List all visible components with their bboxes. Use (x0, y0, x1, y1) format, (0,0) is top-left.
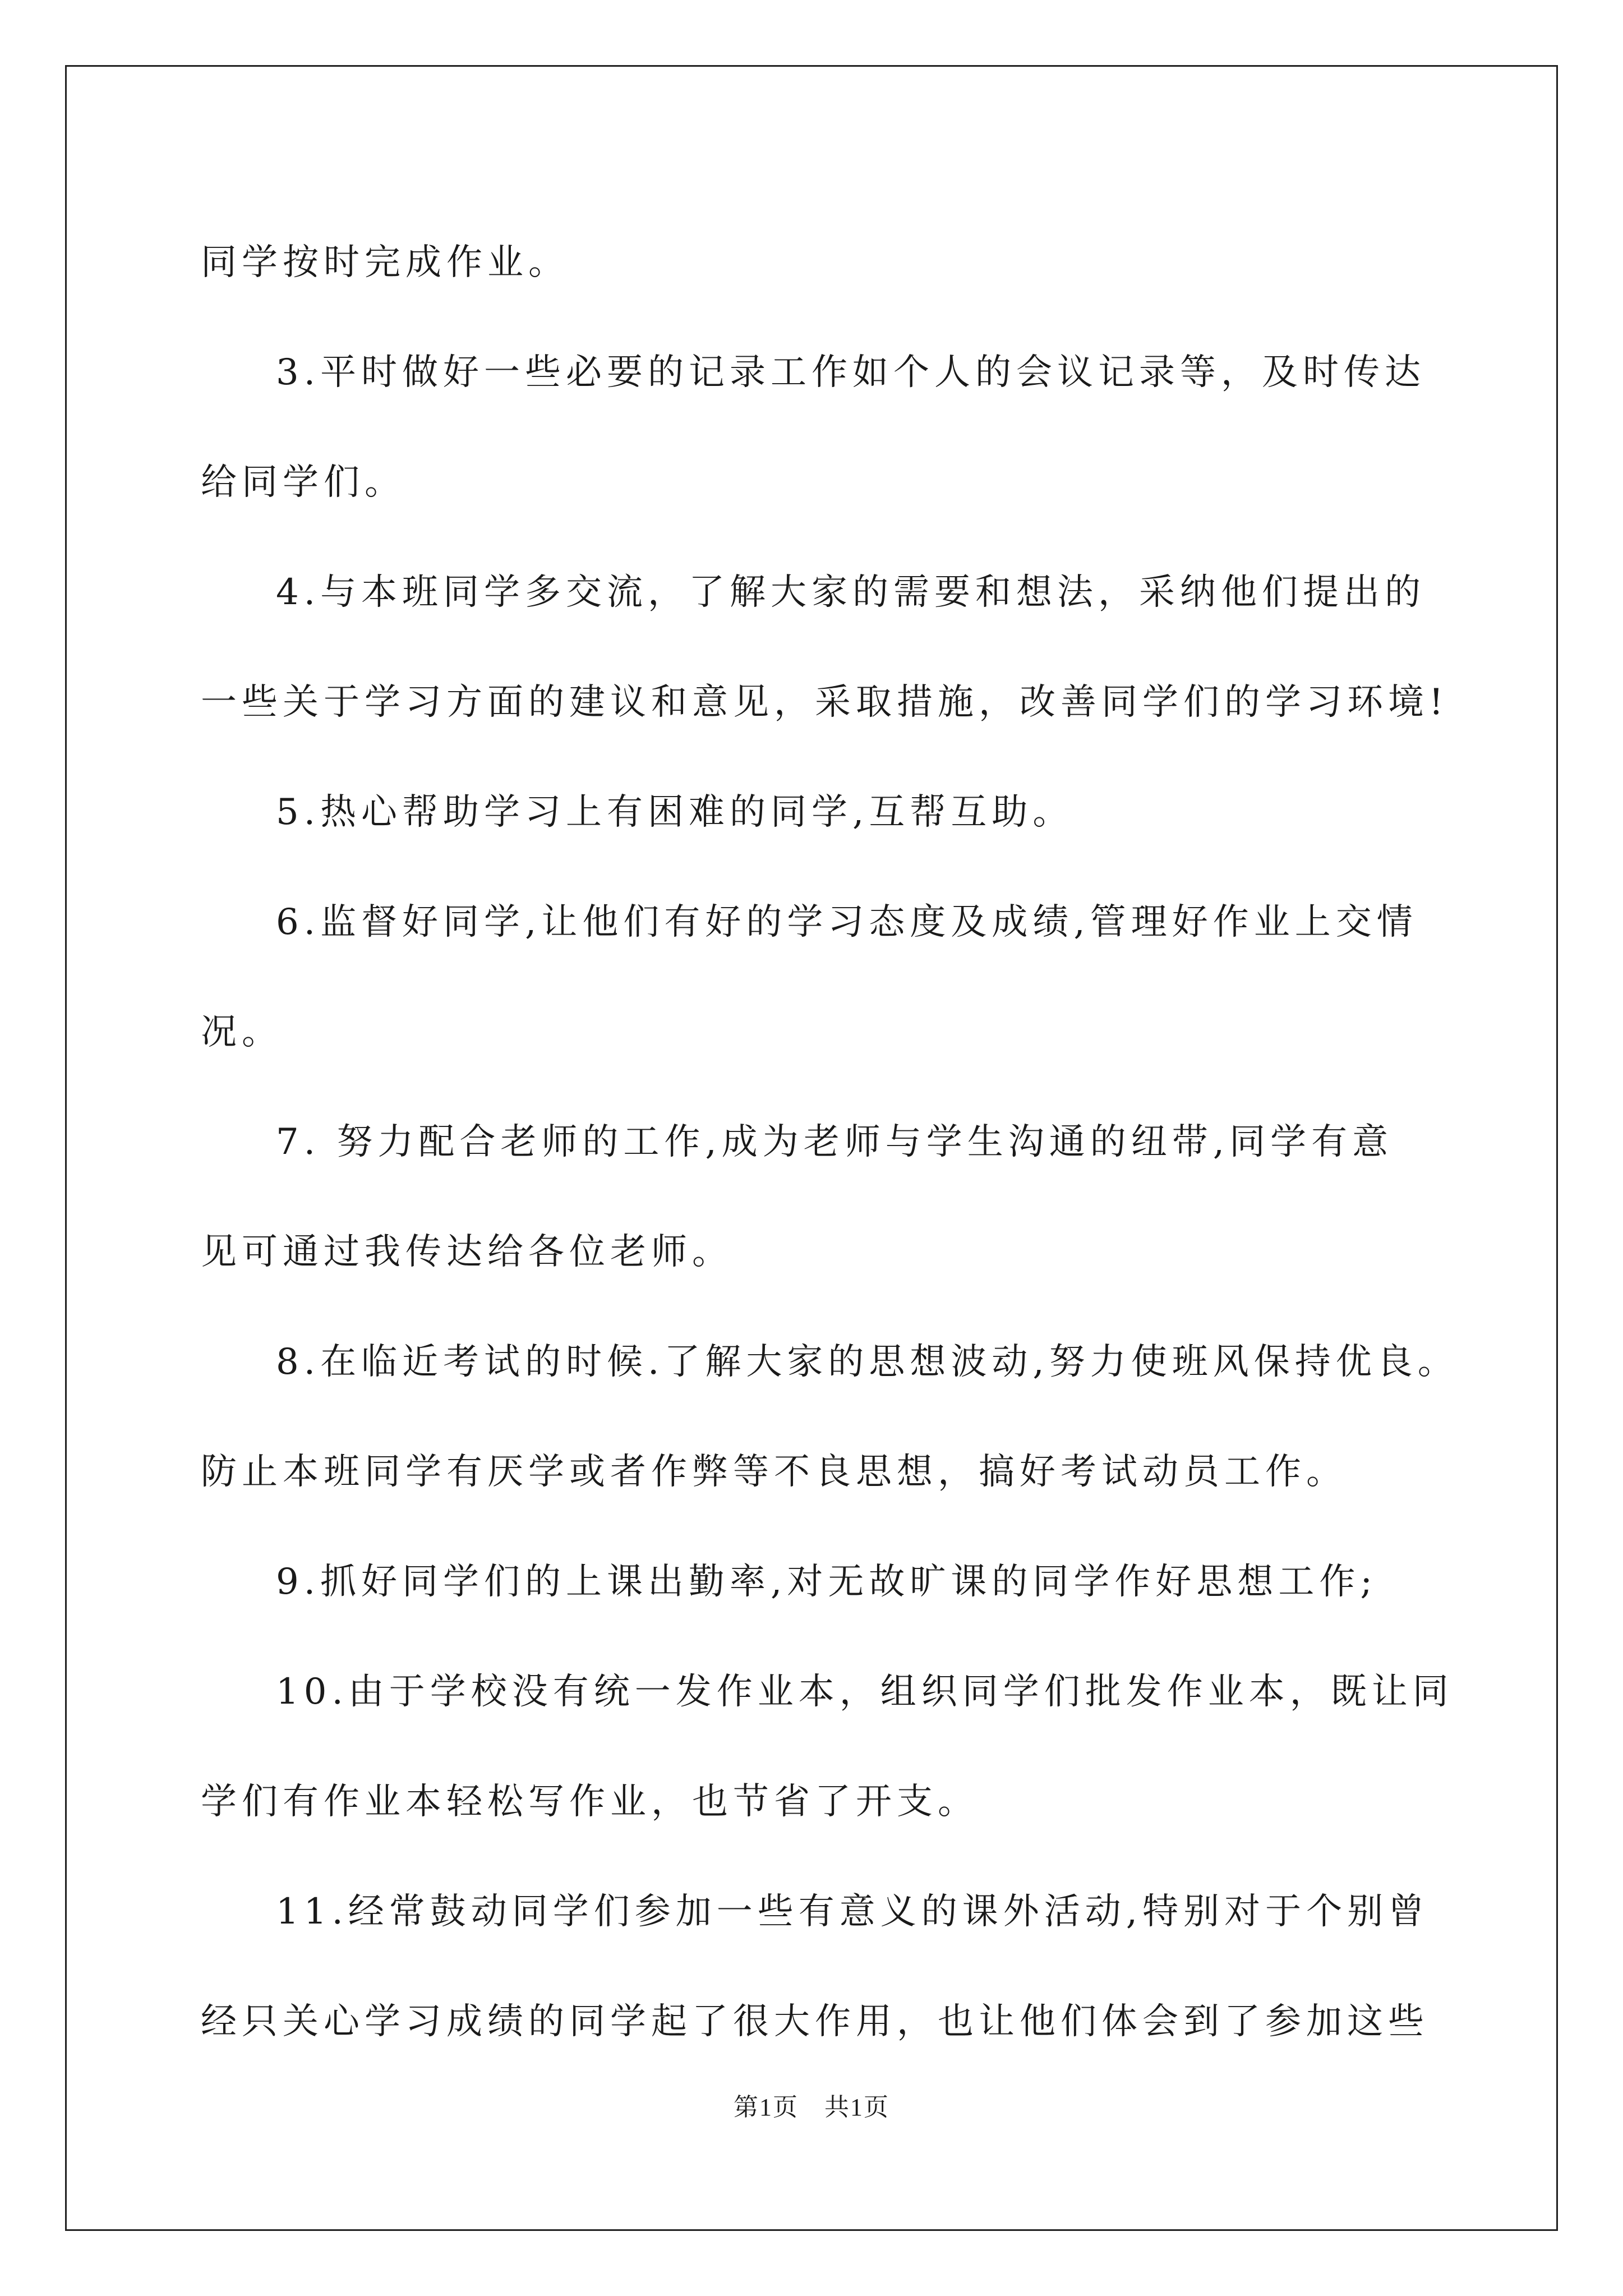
text-line: 况。 (201, 1011, 283, 1053)
text-line: 6.监督好同学,让他们有好的学习态度及成绩,管理好作业上交情 (276, 901, 1418, 943)
text-line: 7. 努力配合老师的工作,成为老师与学生沟通的纽带,同学有意 (276, 1121, 1394, 1163)
text-line: 经只关心学习成绩的同学起了很大作用，也让他们体会到了参加这些 (201, 2001, 1429, 2042)
text-line: 防止本班同学有厌学或者作弊等不良思想，搞好考试动员工作。 (201, 1451, 1347, 1493)
text-line: 9.抓好同学们的上课出勤率,对无故旷课的同学作好思想工作; (276, 1561, 1377, 1603)
text-line: 11.经常鼓动同学们参加一些有意义的课外活动,特别对于个别曾 (276, 1891, 1430, 1932)
document-body (201, 208, 1459, 2077)
text-line: 同学按时完成作业。 (201, 242, 569, 283)
text-line: 4.与本班同学多交流，了解大家的需要和想法，采纳他们提出的 (276, 572, 1426, 613)
text-line: 给同学们。 (201, 462, 405, 503)
page-number: 第1页 共1页 (734, 2093, 889, 2121)
text-line: 学们有作业本轻松写作业，也节省了开支。 (201, 1781, 979, 1823)
text-line: 3.平时做好一些必要的记录工作如个人的会议记录等，及时传达 (276, 352, 1426, 393)
text-line: 8.在临近考试的时候.了解大家的思想波动,努力使班风保持优良。 (276, 1341, 1459, 1383)
text-line: 一些关于学习方面的建议和意见，采取措施，改善同学们的学习环境! (201, 682, 1449, 723)
text-line: 见可通过我传达给各位老师。 (201, 1231, 733, 1273)
text-line: 5.热心帮助学习上有困难的同学,互帮互助。 (276, 792, 1074, 833)
text-line: 10.由于学校没有统一发作业本，组织同学们批发作业本，既让同 (276, 1671, 1454, 1713)
